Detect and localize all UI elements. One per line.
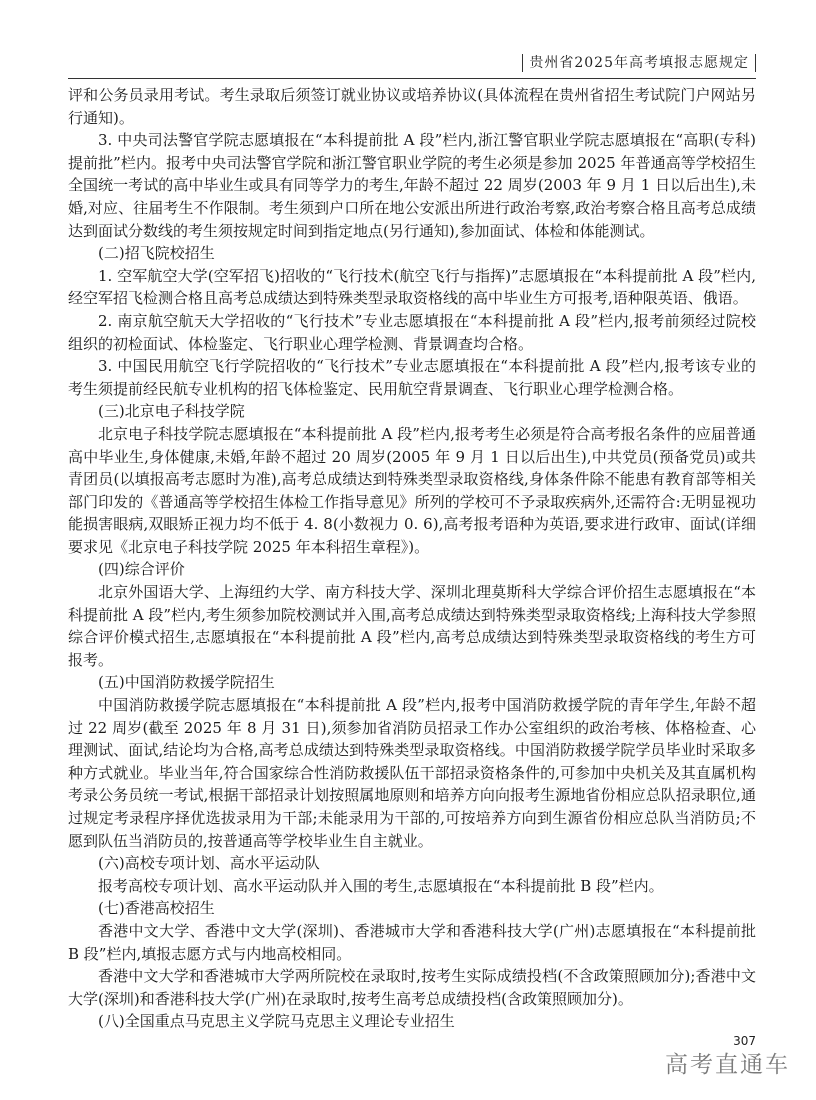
paragraph-hong-kong-1: 香港中文大学、香港中文大学(深圳)、香港城市大学和香港科技大学(广州)志愿填报在“本科提前批 B 段”栏内,填报志愿方式与内地高校相同。 (68, 921, 756, 963)
running-header: 贵州省2025年高考填报志愿规定 (522, 54, 756, 72)
paragraph-continuation: 评和公务员录用考试。考生录取后须签订就业协议或培养协议(具体流程在贵州省招生考试院门户网站另行通知)。 (68, 86, 756, 127)
section-heading-comprehensive: (四)综合评价 (98, 560, 185, 579)
header-divider (68, 78, 756, 79)
paragraph-judicial-police: 3. 中央司法警官学院志愿填报在“本科提前批 A 段”栏内,浙江警官职业学院志愿填报在“高职(专科)提前批”栏内。报考中央司法警官学院和浙江警官职业学院的考生必须是参加 2025 年普通高等学校招生全国统一考试的高中毕业生或具有同等学力的考生,年龄不超过 22 周岁(2003 年 9 月 1 日以后出生),未婚,对应、往届考生不作限制。考生须到户口所在地公安派出所进行政治考察,政治考察合格且高考总成绩达到面试分数线的考生须按规定时间到指定地点(另行通知),参加面试、体检和体能测试。 (68, 131, 756, 240)
page-number: 307 (733, 1034, 756, 1048)
section-heading-pilot: (二)招飞院校招生 (98, 244, 215, 263)
paragraph-fire-rescue: 中国消防救援学院志愿填报在“本科提前批 A 段”栏内,报考中国消防救援学院的青年学生,年龄不超过 22 周岁(截至 2025 年 8 月 31 日),须参加省消防员招录工作办公室组织的政治考核、体格检查、心理测试、面试,结论均为合格,高考总成绩达到特殊类型录取资格线。中国消防救援学院学员毕业时采取多种方式就业。毕业当年,符合国家综合性消防救援队伍干部招录资格条件的,可参加中央机关及其直属机构考录公务员统一考试,根据干部招录计划按照属地原则和培养方向向报考生源地省份相应总队招录职位,通过规定考录程序择优选拔录用为干部;未能录用为干部的,可按培养方向到生源省份相应总队当消防员;不愿到队伍当消防员的,按普通高等学校毕业生自主就业。 (68, 696, 756, 850)
paragraph-hong-kong-2: 香港中文大学和香港城市大学两所院校在录取时,按考生实际成绩投档(不含政策照顾加分);香港中文大学(深圳)和香港科技大学(广州)在录取时,按考生高考总成绩投档(含政策照顾加分)。 (68, 967, 756, 1008)
section-heading-besti: (三)北京电子科技学院 (98, 402, 245, 421)
paragraph-comprehensive: 北京外国语大学、上海纽约大学、南方科技大学、深圳北理莫斯科大学综合评价招生志愿填报在“本科提前批 A 段”栏内,考生须参加院校测试并入围,高考总成绩达到特殊类型录取资格线;上海科技大学参照综合评价模式招生,志愿填报在“本科提前批 A 段”栏内,高考总成绩达到特殊类型录取资格线的考生方可报考。 (68, 583, 756, 669)
paragraph-nuaa: 2. 南京航空航天大学招收的“飞行技术”专业志愿填报在“本科提前批 A 段”栏内,报考前须经过院校组织的初检面试、体检鉴定、飞行职业心理学检测、背景调查均合格。 (68, 311, 756, 353)
section-heading-fire-rescue: (五)中国消防救援学院招生 (98, 673, 275, 692)
section-heading-special-plan: (六)高校专项计划、高水平运动队 (98, 854, 320, 873)
watermark: 高考直通车 (665, 1052, 790, 1078)
paragraph-special-plan: 报考高校专项计划、高水平运动队并入围的考生,志愿填报在“本科提前批 B 段”栏内。 (98, 876, 664, 895)
paragraph-caac: 3. 中国民用航空飞行学院招收的“飞行技术”专业志愿填报在“本科提前批 A 段”栏内,报考该专业的考生须提前经民航专业机构的招飞体检鉴定、民用航空背景调查、飞行职业心理学检测合格。 (68, 357, 756, 398)
paragraph-air-force: 1. 空军航空大学(空军招飞)招收的“飞行技术(航空飞行与指挥)”志愿填报在“本科提前批 A 段”栏内,经空军招飞检测合格且高考总成绩达到特殊类型录取资格线的高中毕业生方可报考,语种限英语、俄语。 (68, 266, 756, 308)
paragraph-besti: 北京电子科技学院志愿填报在“本科提前批 A 段”栏内,报考考生必须是符合高考报名条件的应届普通高中毕业生,身体健康,未婚,年龄不超过 20 周岁(2005 年 9 月 1 日以后出生),中共党员(预备党员)或共青团员(以填报高考志愿时为准),高考总成绩达到特殊类型录取资格线,身体条件除不能患有教育部等相关部门印发的《普通高等学校招生体检工作指导意见》所列的学校可不予录取疾病外,还需符合:无明显视功能损害眼病,双眼矫正视力均不低于 4. 8(小数视力 0. 6),高考报考语种为英语,要求进行政审、面试(详细要求见《北京电子科技学院 2025 年本科招生章程》)。 (68, 424, 756, 556)
page-body (68, 84, 756, 1033)
section-heading-hong-kong: (七)香港高校招生 (98, 899, 215, 918)
section-heading-marxism: (八)全国重点马克思主义学院马克思主义理论专业招生 (98, 1012, 455, 1031)
